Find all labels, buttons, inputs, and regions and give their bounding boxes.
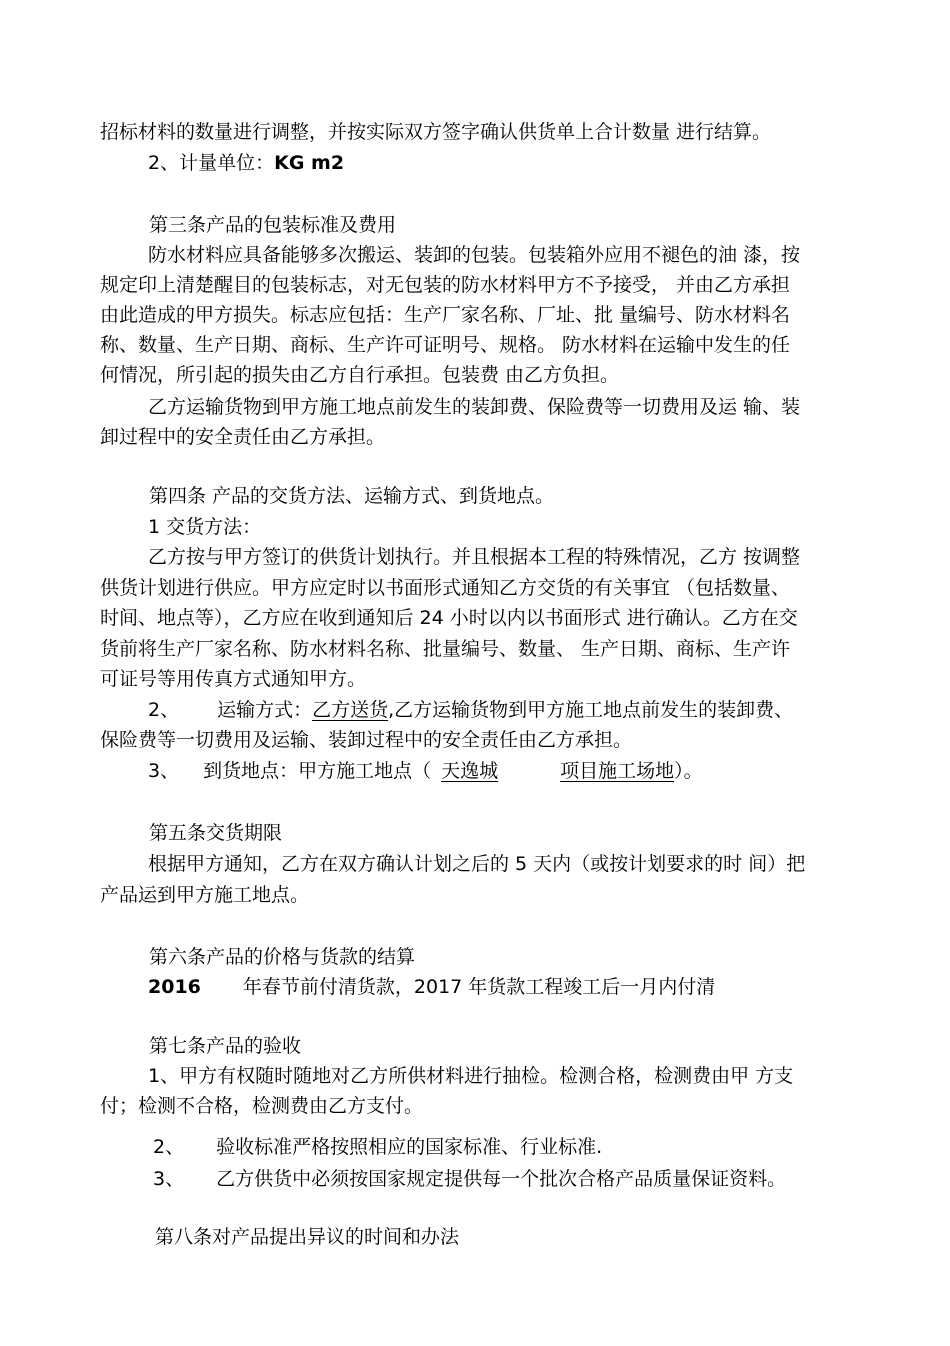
article-4-sub1: 1 交货方法：	[148, 516, 262, 538]
article-7-title: 第七条产品的验收	[149, 1035, 302, 1057]
unit-prefix: 2、计量单位：	[148, 152, 275, 174]
article-3-p1-line: 由此造成的甲方损失。标志应包括：生产厂家名称、厂址、批 量编号、防水材料名	[100, 304, 791, 326]
article-4-title: 第四条 产品的交货方法、运输方式、到货地点。	[149, 485, 555, 507]
article-7-p1-line: 1、甲方有权随时随地对乙方所供材料进行抽检。检测合格，检测费由甲 方支	[148, 1065, 794, 1087]
article-5-p1-line: 产品运到甲方施工地点。	[100, 884, 310, 906]
sub2-number: 2、	[148, 699, 180, 721]
article-6-title: 第六条产品的价格与货款的结算	[149, 946, 416, 968]
unit-value: KG m2	[274, 152, 345, 174]
site-location: 项目施工场地	[560, 760, 675, 782]
sub2-text: 验收标准严格按照相应的国家标准、行业标准.	[216, 1136, 603, 1158]
article-4-sub2-line2: 保险费等一切费用及运输、装卸过程中的安全责任由乙方承担。	[100, 729, 633, 751]
sub3-label: 到货地点：甲方施工地点（	[203, 760, 432, 782]
article-4-p1-line: 时间、地点等），乙方应在收到通知后 24 小时以内以书面形式 进行确认。乙方在交	[100, 607, 798, 629]
article-3-p1-line: 称、数量、生产日期、商标、生产许可证明号、规格。 防水材料在运输中发生的任	[100, 334, 791, 356]
delivery-method-value: 乙方送货	[312, 699, 389, 721]
sub3-number: 3、	[153, 1168, 185, 1190]
article-4-p1-line: 可证号等用传真方式通知甲方。	[100, 668, 367, 690]
article-7-p1-line: 付；检测不合格，检测费由乙方支付。	[100, 1095, 424, 1117]
payment-text: 年春节前付清货款，2017 年货款工程竣工后一月内付清	[242, 976, 716, 998]
article-3-p1-line: 规定印上清楚醒目的包装标志，对无包装的防水材料甲方不予接受， 并由乙方承担	[100, 274, 791, 296]
article-7-sub3	[153, 1164, 786, 1194]
article-3-p1-line: 何情况，所引起的损失由乙方自行承担。包装费 由乙方负担。	[100, 364, 620, 386]
article-3-title: 第三条产品的包装标准及费用	[149, 214, 397, 236]
article-4-p1-line: 供货计划进行供应。甲方应定时以书面形式通知乙方交货的有关事宜 （包括数量、	[100, 577, 791, 599]
sub3-number: 3、	[148, 760, 180, 782]
article-8-title: 第八条对产品提出异议的时间和办法	[155, 1226, 460, 1248]
sub3-text: 乙方供货中必须按国家规定提供每一个批次合格产品质量保证资料。	[216, 1168, 787, 1190]
article-5-title: 第五条交货期限	[149, 822, 283, 844]
article-7-sub2	[153, 1132, 602, 1162]
delivery-site-value	[441, 760, 674, 782]
unit-line	[148, 148, 344, 178]
sub2-rest: ,乙方运输货物到甲方施工地点前发生的装卸费、	[388, 699, 794, 721]
article-3-p1-line: 防水材料应具备能够多次搬运、装卸的包装。包装箱外应用不褪色的油 漆，按	[148, 244, 801, 266]
sub2-label: 运输方式：	[217, 699, 313, 721]
article-4-sub3	[148, 756, 703, 786]
payment-year: 2016	[148, 976, 201, 998]
article-5-p1-line: 根据甲方通知，乙方在双方确认计划之后的 5 天内（或按计划要求的时 间）把	[148, 853, 806, 875]
article-6-payment	[148, 972, 715, 1002]
sub3-end: ）。	[674, 760, 703, 782]
article-4-sub2	[148, 695, 793, 725]
article-3-p2-line: 乙方运输货物到甲方施工地点前发生的装卸费、保险费等一切费用及运 输、装	[148, 396, 801, 418]
article-4-p1-line: 乙方按与甲方签订的供货计划执行。并且根据本工程的特殊情况，乙方 按调整	[148, 546, 801, 568]
article-4-p1-line: 货前将生产厂家名称、防水材料名称、批量编号、数量、 生产日期、商标、生产许	[100, 638, 791, 660]
site-name: 天逸城	[441, 760, 499, 782]
article-3-p2-line: 卸过程中的安全责任由乙方承担。	[100, 426, 386, 448]
intro-line: 招标材料的数量进行调整，并按实际双方签字确认供货单上合计数量 进行结算。	[100, 121, 772, 143]
sub2-number: 2、	[153, 1136, 185, 1158]
